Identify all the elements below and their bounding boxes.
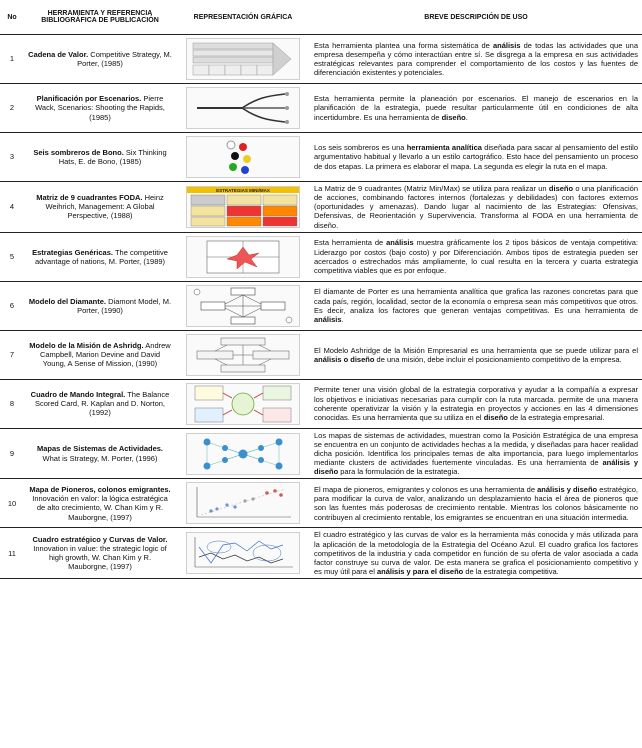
pioneer-map-icon — [186, 482, 300, 524]
description-text: de la estrategia competitiva. — [463, 566, 559, 576]
tool-name: Planificación por Escenarios. — [36, 94, 142, 104]
tool-cell — [24, 428, 176, 479]
description-emphasis: análisis y para el diseño — [376, 566, 464, 576]
description-emphasis: análisis y diseño — [314, 458, 638, 477]
graphic-cell — [176, 479, 310, 528]
scenario-branches-icon — [186, 87, 300, 129]
description-emphasis: diseño — [441, 112, 466, 122]
tool-cell — [24, 379, 176, 428]
description-text: de todas las actividades que una empresa desempeña y cómo interactúan entre sí. Se disgrega a la empresa en sus actividades estratégicas relevantes para comprender el comportamiento de los costos y las fuentes de diferenciación existentes y potenciales. — [314, 40, 639, 78]
tool-name: Estrategias Genéricas. — [32, 247, 113, 257]
description-text: o una planificación de acciones, combinando factores internos (fortalezas y debilidades) con factores externos (oportunidades y amenazas). Dando lugar al nacimiento de las Estrategias: Ofensivas, Defensivas, de Reorientación y Supervivencia. Transforma al FODA en una herramienta de diseño. — [314, 184, 638, 230]
description-text: Esta herramienta plantea una forma sistemática de — [314, 40, 493, 50]
description-emphasis: análisis o diseño — [314, 354, 375, 364]
table-row — [0, 281, 642, 330]
graphic-cell — [176, 232, 310, 281]
graphic-cell — [176, 182, 310, 233]
description-cell — [310, 428, 642, 479]
graphic-cell — [176, 379, 310, 428]
tool-cell — [24, 182, 176, 233]
table-row — [0, 35, 642, 84]
description-cell — [310, 35, 642, 84]
description-text: La Matriz de 9 cuadrantes (Matriz Min/Max) se utiliza para realizar un — [314, 184, 549, 193]
tool-name: Cuadro de Mando Integral. — [30, 389, 126, 399]
activity-system-map-icon — [186, 433, 300, 475]
row-number: 5 — [0, 232, 24, 281]
row-number: 10 — [0, 479, 24, 528]
graphic-cell — [176, 281, 310, 330]
table-row — [0, 379, 642, 428]
tool-cell — [24, 479, 176, 528]
tool-reference: The competitive advantage of nations, M. Porter, (1989) — [34, 247, 168, 266]
description-text: El Modelo Ashridge de la Misión Empresarial es una herramienta que se puede utilizar para el — [314, 345, 638, 355]
tool-name: Cuadro estratégico y Curvas de Valor. — [32, 534, 168, 544]
description-cell — [310, 182, 642, 233]
description-cell — [310, 528, 642, 579]
row-number: 1 — [0, 35, 24, 84]
description-emphasis: herramienta analítica — [406, 143, 482, 153]
table-row — [0, 479, 642, 528]
description-text: Los seis sombreros es una — [314, 143, 407, 153]
svg-text:ESTRATEGIAS MINI/MAX: ESTRATEGIAS MINI/MAX — [216, 187, 270, 193]
graphic-cell — [176, 428, 310, 479]
tool-cell — [24, 133, 176, 182]
balanced-scorecard-icon — [186, 383, 300, 425]
tool-reference: Innovación en valor: la lógica estratégica de alto crecimiento, W. Chan Kim y R. Mauborgne, (1997) — [32, 494, 168, 522]
row-number: 3 — [0, 133, 24, 182]
tool-name: Matriz de 9 cuadrantes FODA. — [36, 193, 143, 203]
table-row — [0, 84, 642, 133]
graphic-cell — [176, 84, 310, 133]
table-row — [0, 428, 642, 479]
graphic-cell — [176, 528, 310, 579]
graphic-cell — [176, 330, 310, 379]
description-text: estratégico, para modificar la curva de valor, analizando un desplazamiento hacia el área de pioneros que son las fuentes más poderosas de crecimiento rentable. Mientras los colonos básicamente no contribuyen al crecimiento rentable, los emigrantes se encuentran en una situación intermedia. — [314, 485, 638, 522]
table-row — [0, 330, 642, 379]
tool-name: Cadena de Valor. — [28, 49, 89, 59]
table-row — [0, 528, 642, 579]
tool-name: Mapas de Sistemas de Actividades. — [36, 444, 164, 454]
tool-reference: Andrew Campbell, Marion Devine and David Young, A Sense of Mission, (1990) — [39, 340, 171, 369]
tool-name: Seis sombreros de Bono. — [33, 147, 124, 157]
tool-cell — [24, 330, 176, 379]
header-tool: HERRAMIENTA Y REFERENCIA BIBLIOGRÁFICA DE PUBLICACIÓN — [24, 0, 176, 35]
foda-matrix-icon — [186, 186, 300, 228]
tool-name: Modelo del Diamante. — [28, 296, 107, 306]
header-no: No — [0, 0, 24, 35]
description-text: diseñada para sacar al pensamiento del estilo argumentativo habitual y llevarlo a un estilo cartográfico. Esto hace del pensamiento un proceso de dos etapas. La primera es elaborar el mapa. La segunda es elegir la ruta en el mapa. — [314, 143, 638, 171]
tool-cell — [24, 281, 176, 330]
tool-reference: Heinz Weihrich, Management: A Global Perspective, (1988) — [45, 193, 164, 221]
header-graphic: REPRESENTACIÓN GRÁFICA — [176, 0, 310, 35]
value-chain-diagram-icon — [186, 38, 300, 80]
description-text: Esta herramienta permite la planeación por escenarios. El manejo de escenarios en la planificación de la estrategia, puede resultar particularmente útil en condiciones de alta incertidumbre. Es una herramienta de — [314, 94, 638, 122]
tool-name: Mapa de Pioneros, colonos emigrantes. — [29, 485, 171, 495]
graphic-cell — [176, 133, 310, 182]
description-cell — [310, 330, 642, 379]
tool-name: Modelo de la Misión de Ashridg. — [29, 340, 144, 350]
description-emphasis: análisis y diseño — [537, 485, 598, 495]
row-number: 4 — [0, 182, 24, 233]
description-text: muestra gráficamente los 2 tipos básicos de ventaja competitiva: Liderazgo por costos (bajo costo) y por Diferenciación. Ambos tipos de estrategia pueden ser acercados o estrechados más ampliamente, lo cual resulta en la tercera y cuarta estrategia competitiva viables que es por enfoque. — [314, 238, 638, 275]
description-text: Esta herramienta de — [314, 238, 387, 248]
table-row — [0, 133, 642, 182]
description-text: . — [341, 314, 344, 324]
generic-strategies-icon — [186, 236, 300, 278]
description-text: de una misión, debe incluir el posicionamiento competitivo de la empresa. — [374, 354, 622, 364]
description-emphasis: análisis — [386, 238, 414, 248]
mission-model-icon — [186, 334, 300, 376]
row-number: 11 — [0, 528, 24, 579]
description-emphasis: análisis — [492, 40, 521, 50]
description-cell — [310, 379, 642, 428]
tool-cell — [24, 232, 176, 281]
tool-reference: The Balance Scored Card, R. Kaplan and D. Norton, (1992) — [34, 389, 170, 418]
tool-reference: What is Strategy, M. Porter, (1996) — [42, 453, 158, 463]
description-text: El mapa de pioneros, emigrantes y colonos es una herramienta de — [314, 485, 538, 495]
description-text: para la formulación de la estrategia. — [338, 467, 460, 477]
table-row — [0, 232, 642, 281]
graphic-cell — [176, 35, 310, 84]
description-text: Permite tener una visión global de la estrategia corporativa y ayudar a la compañía a expresar los objetivos e iniciativas necesarias para cumplir con la ruta marcada. permite de una manera coherente operativizar la visión y la estrategia en proyectos y acciones en las 4 dimensiones conocidas. Es una herramienta que su utiliza en el — [314, 385, 638, 422]
row-number: 2 — [0, 84, 24, 133]
description-cell — [310, 84, 642, 133]
value-curve-icon — [186, 532, 300, 574]
description-text: El cuadro estratégico y las curvas de valor es la herramienta más conocida y más utilizada para la aplicación de la metodología de la Estrategia del Océano Azul. El cuadro grafica los factores competitivos de la industria y cada competidor en función de su oferta de valor asociada a cada factor construye su curva de valor. De esta manera se grafica el posicionamiento competitivo y es muy útil para el — [314, 530, 638, 576]
description-cell — [310, 281, 642, 330]
description-text: El diamante de Porter es una herramienta analítica que grafica las razones concretas para que cada país, región, localidad, sector de la economía o empresa sean más competitivos que otros. Es decir, analiza los factores que generan ventajas competitivas. Es una herramienta de — [314, 287, 638, 315]
header-desc: BREVE DESCRIPCIÓN DE USO — [310, 0, 642, 35]
description-emphasis: diseño — [483, 412, 508, 422]
six-hats-icon — [186, 136, 300, 178]
tool-cell — [24, 528, 176, 579]
row-number: 9 — [0, 428, 24, 479]
diamond-model-icon — [186, 285, 300, 327]
description-emphasis: diseño — [548, 184, 574, 193]
description-emphasis: análisis — [314, 314, 342, 324]
description-cell — [310, 479, 642, 528]
table-header-row — [0, 0, 642, 35]
description-cell — [310, 133, 642, 182]
tool-cell — [24, 35, 176, 84]
description-text: Los mapas de sistemas de actividades, muestran como la Posición Estratégica de una empresa se encuentra en un conjunto de actividades hechas a la medida, y diseñadas para hacer realidad dicha posición. Identifica los principales temas de alta importancia, para luego implementarlos mediante clusters de actividades fuertemente vinculadas. Es una herramienta de — [314, 430, 638, 468]
row-number: 7 — [0, 330, 24, 379]
tool-reference: Six Thinking Hats, E. de Bono, (1985) — [58, 147, 167, 166]
tool-reference: Competitive Strategy, M. Porter, (1985) — [77, 49, 172, 68]
tool-reference: Diamont Model, M. Porter, (1990) — [77, 296, 172, 315]
description-text: de la estrategia empresarial. — [507, 412, 605, 422]
description-cell — [310, 232, 642, 281]
description-text: . — [465, 112, 468, 122]
tool-cell — [24, 84, 176, 133]
tool-reference: Pierre Wack, Scenarios: Shooting the Rapids, (1985) — [35, 94, 165, 122]
row-number: 8 — [0, 379, 24, 428]
row-number: 6 — [0, 281, 24, 330]
tool-reference: Innovation in value: the strategic logic of high growth, W. Chan Kim y R. Mauborgne, (1997) — [33, 544, 167, 572]
table-row — [0, 182, 642, 233]
